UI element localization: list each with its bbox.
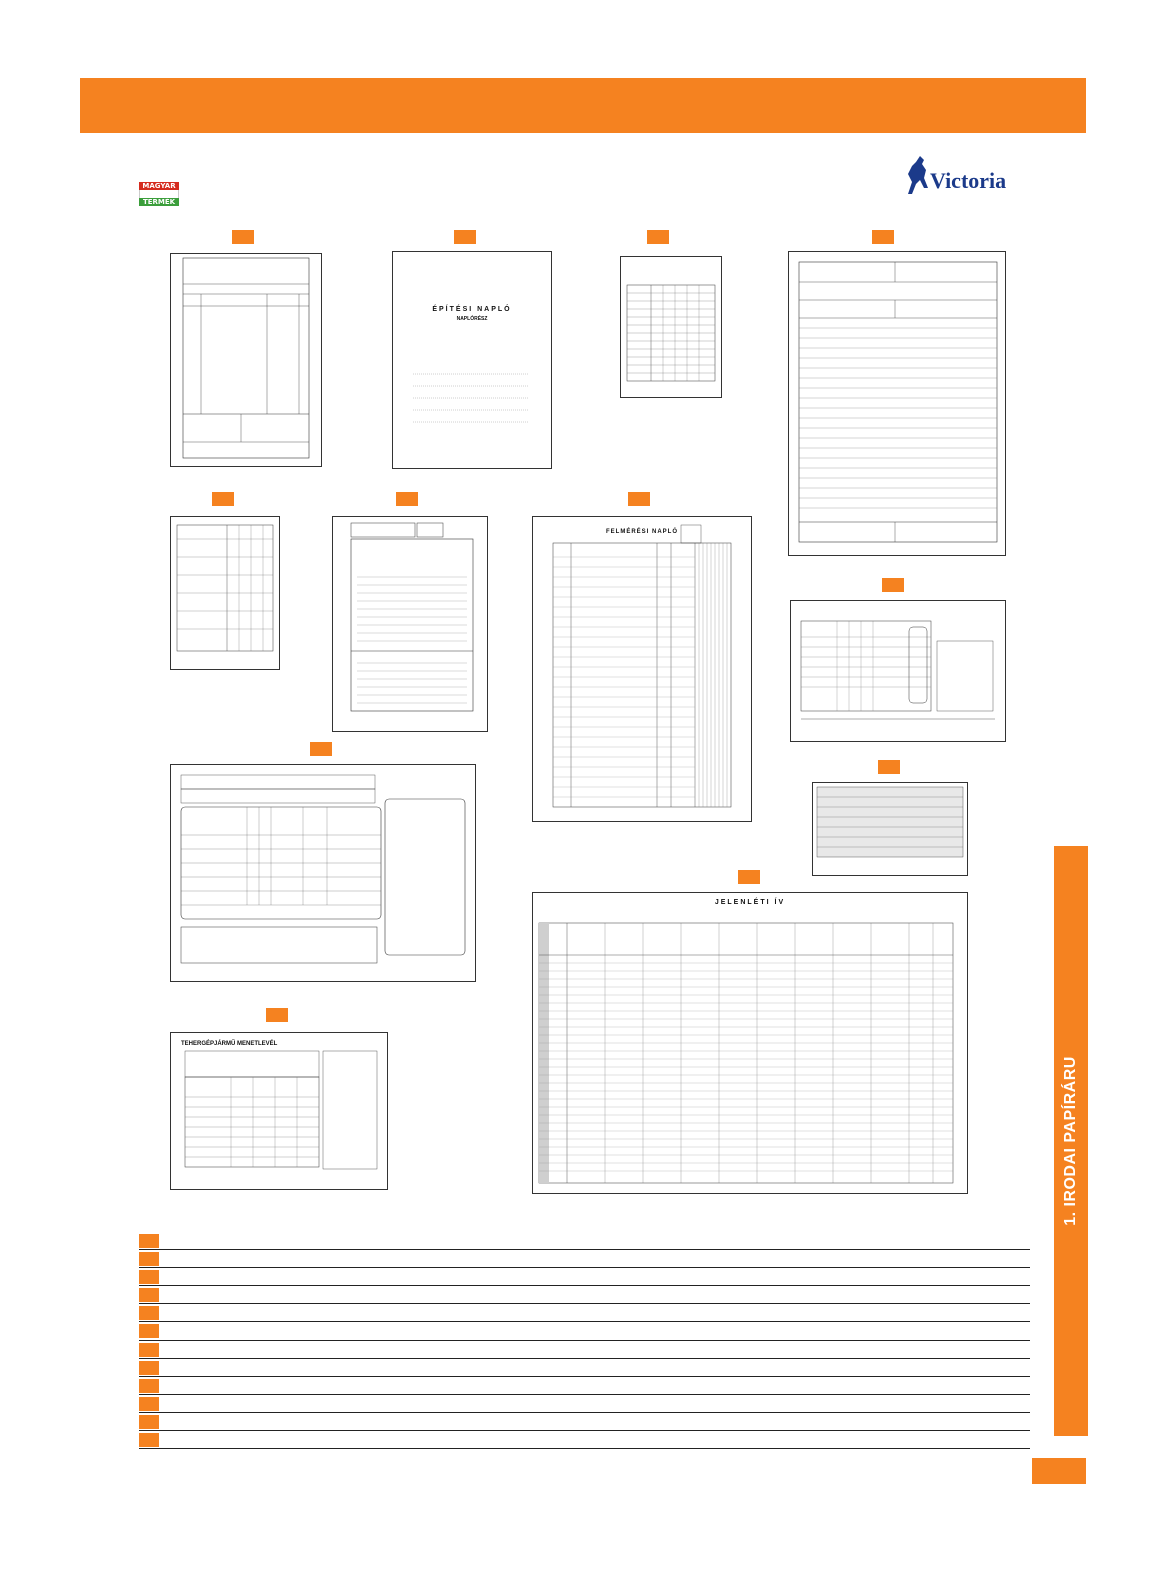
- form-thumbnail: [620, 256, 722, 398]
- form-lines: [789, 252, 1005, 555]
- form-lines: [791, 601, 1005, 741]
- epitesi-naplo-form: [392, 251, 552, 469]
- product-tag: [628, 492, 650, 506]
- form-lines: [533, 517, 751, 821]
- form-lines: [171, 1033, 387, 1189]
- list-item-marker: [139, 1361, 159, 1375]
- list-item: [139, 1395, 1030, 1413]
- list-item: [139, 1359, 1030, 1377]
- list-item-marker: [139, 1270, 159, 1284]
- list-item: [139, 1377, 1030, 1395]
- list-item: [139, 1232, 1030, 1250]
- list-item-marker: [139, 1234, 159, 1248]
- product-tag: [266, 1008, 288, 1022]
- section-side-tab: [1054, 846, 1088, 1436]
- victoria-logo: [902, 154, 1032, 198]
- list-item-marker: [139, 1415, 159, 1429]
- felmeresi-naplo-form: [532, 516, 752, 822]
- form-title: ÉPÍTÉSI NAPLÓ: [432, 306, 512, 313]
- product-tag: [396, 492, 418, 506]
- product-tag: [878, 760, 900, 774]
- product-list: [139, 1232, 1030, 1449]
- form-subtitle: NAPLÓRÉSZ: [456, 316, 488, 322]
- form-thumbnail: [170, 253, 322, 467]
- form-thumbnail: [170, 516, 280, 670]
- product-tag: [647, 230, 669, 244]
- product-tag: [872, 230, 894, 244]
- list-item-marker: [139, 1379, 159, 1393]
- badge-line-2: TERMÉK: [139, 198, 179, 206]
- product-tag: [882, 578, 904, 592]
- list-item-marker: [139, 1343, 159, 1357]
- jelenleti-iv-form: [532, 892, 968, 1194]
- list-item-marker: [139, 1324, 159, 1338]
- form-thumbnail: [790, 600, 1006, 742]
- product-tag: [232, 230, 254, 244]
- form-lines: [533, 893, 967, 1193]
- page-number-box: [1032, 1458, 1086, 1484]
- list-item: [139, 1286, 1030, 1304]
- list-item-marker: [139, 1306, 159, 1320]
- form-title: FELMÉRÉSI NAPLÓ: [605, 529, 678, 535]
- form-lines: [171, 765, 475, 981]
- form-lines: [333, 517, 487, 731]
- horse-icon: [902, 154, 932, 198]
- list-item: [139, 1413, 1030, 1431]
- list-item: [139, 1304, 1030, 1322]
- list-item: [139, 1250, 1030, 1268]
- list-item-marker: [139, 1288, 159, 1302]
- product-tag: [738, 870, 760, 884]
- form-lines: [393, 252, 551, 468]
- list-item-marker: [139, 1433, 159, 1447]
- form-lines: [621, 257, 721, 397]
- form-thumbnail: [788, 251, 1006, 556]
- form-title: TEHERGÉPJÁRMŰ MENETLEVÉL: [181, 1041, 278, 1047]
- form-title: JELENLÉTI ÍV: [714, 899, 786, 906]
- form-thumbnail: [170, 764, 476, 982]
- product-tag: [212, 492, 234, 506]
- brand-name: Victoria: [930, 168, 1007, 193]
- list-item-marker: [139, 1252, 159, 1266]
- product-tag: [454, 230, 476, 244]
- header-banner: [80, 78, 1086, 133]
- section-label: 1. IRODAI PAPÍRÁRU: [1062, 1056, 1079, 1226]
- tehergepjarmu-menetlevel-form: [170, 1032, 388, 1190]
- magyar-termek-badge: [139, 182, 179, 206]
- form-lines: [813, 783, 967, 875]
- badge-line-1: MAGYAR: [139, 182, 179, 190]
- form-thumbnail: [812, 782, 968, 876]
- list-item: [139, 1431, 1030, 1449]
- product-tag: [310, 742, 332, 756]
- list-item: [139, 1341, 1030, 1359]
- form-lines: [171, 517, 279, 669]
- form-lines: [171, 254, 321, 466]
- list-item: [139, 1268, 1030, 1286]
- form-thumbnail: [332, 516, 488, 732]
- list-item-marker: [139, 1397, 159, 1411]
- list-item: [139, 1322, 1030, 1340]
